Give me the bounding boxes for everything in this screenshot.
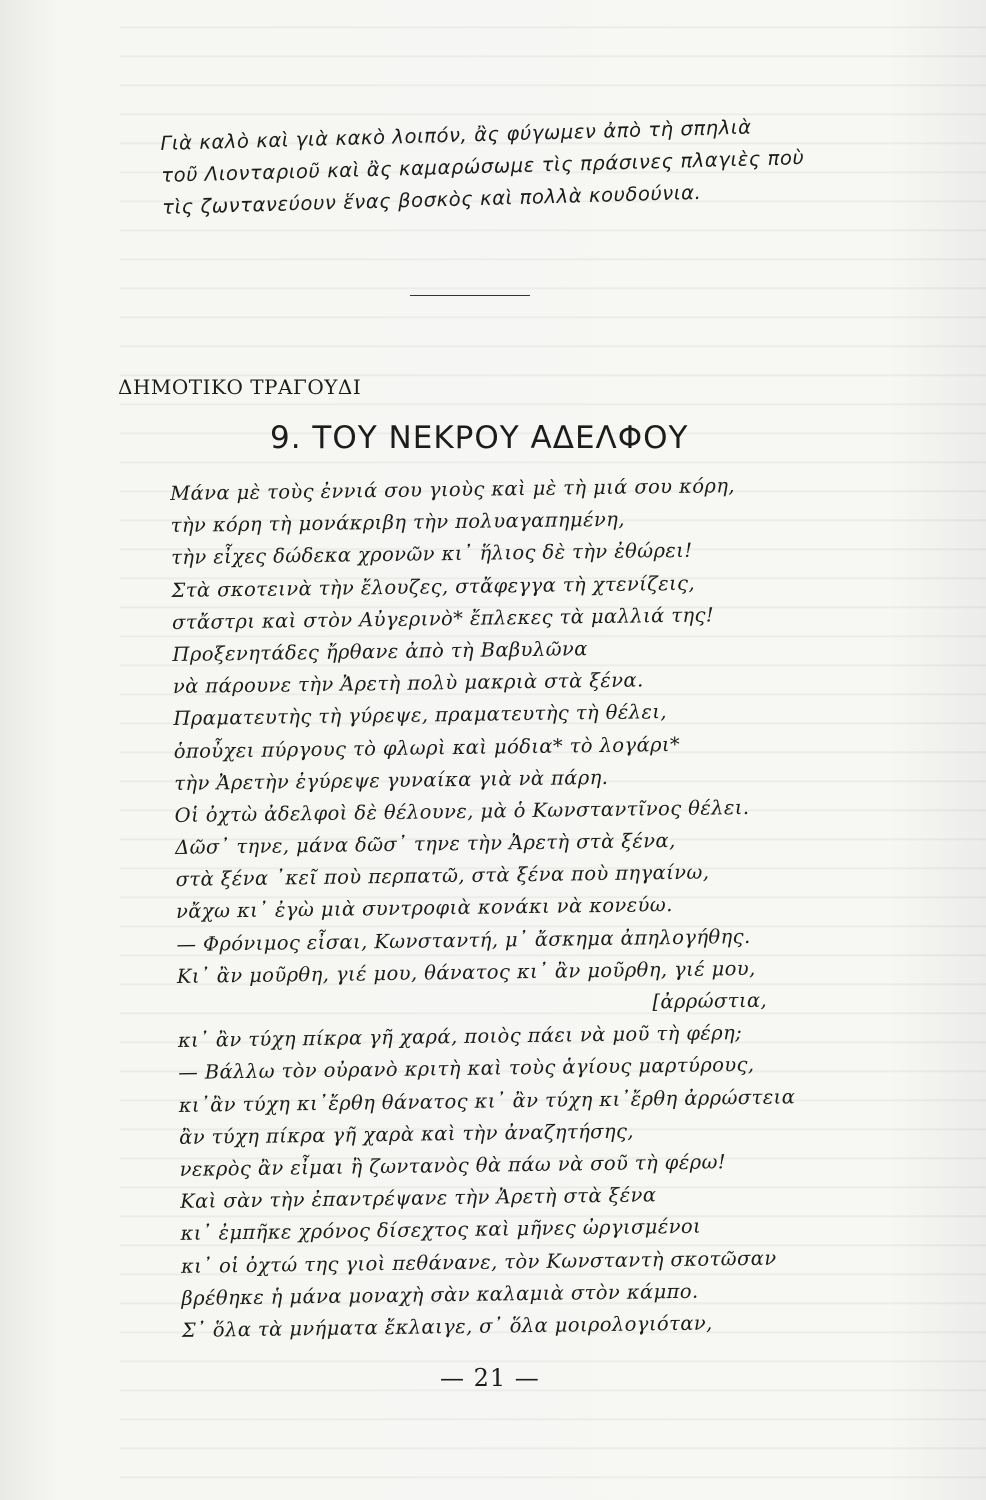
verse-line: κι᾿ οἱ ὀχτώ της γιοὶ πεθάνανε, τὸν Κωνσταντὴ σκοτῶσαν <box>180 1246 777 1278</box>
verse-line: Οἱ ὀχτὼ ἀδελφοὶ δὲ θέλουνε, μὰ ὁ Κωνσταντῖνος θέλει. <box>174 795 750 827</box>
verse-line-continuation: [ἀρρώστια, <box>652 988 768 1014</box>
poem-title: 9. ΤΟΥ ΝΕΚΡΟΥ ΑΔΕΛΦΟΥ <box>270 420 689 456</box>
verse-line: — Βάλλω τὸν οὐρανὸ κριτὴ καὶ τοὺς ἁγίους μαρτύρους, <box>178 1053 755 1085</box>
verse-line: τὴν Ἀρετὴν ἐγύρεψε γυναίκα γιὰ νὰ πάρη. <box>174 765 609 795</box>
intro-line: Γιὰ καλὸ καὶ γιὰ κακὸ λοιπόν, ἂς φύγωμεν ἀπὸ τὴ σπηλιὰ <box>160 115 752 155</box>
verse-line: βρέθηκε ἡ μάνα μοναχὴ σὰν καλαμιὰ στὸν κάμπο. <box>181 1279 699 1310</box>
poem-body <box>170 468 882 1347</box>
verse-line: κι᾿ ἐμπῆκε χρόνος δίσεχτος καὶ μῆνες ὠργισμένοι <box>180 1214 702 1246</box>
verse-line: κι᾿ἂν τύχη κι᾿ἔρθη θάνατος κι᾿ ἂν τύχη κι᾿ἔρθη ἀρρώστεια <box>178 1084 796 1117</box>
verse-line: νἄχω κι᾿ ἐγὼ μιὰ συντροφιὰ κονάκι νὰ κονεύω. <box>175 893 673 924</box>
page-number: — 21 — <box>440 1364 540 1392</box>
section-label: ΔΗΜΟΤΙΚΟ ΤΡΑΓΟΥΔΙ <box>118 375 362 399</box>
verse-line: τὴν εἶχες δώδεκα χρονῶν κι᾿ ἥλιος δὲ τὴν ἐθώρει! <box>170 539 693 570</box>
verse-line: τὴν κόρη τὴ μονάκριβη τὴν πολυαγαπημένη, <box>170 507 626 538</box>
verse-line: νεκρὸς ἂν εἶμαι ἢ ζωντανὸς θὰ πάω νὰ σοῦ τὴ φέρω! <box>179 1150 727 1181</box>
intro-paragraph <box>160 109 852 224</box>
verse-line: Στὰ σκοτεινὰ τὴν ἔλουζες, στἄφεγγα τὴ χτενίζεις, <box>171 571 696 602</box>
verse-line: κι᾿ ἂν τύχη πίκρα γῆ χαρά, ποιὸς πάει νὰ μοῦ τὴ φέρη; <box>177 1021 743 1053</box>
verse-line: νὰ πάρουνε τὴν Ἀρετὴ πολὺ μακριὰ στὰ ξένα. <box>172 668 644 699</box>
verse-line: ὁποὖχει πύργους τὸ φλωρὶ καὶ μόδια* τὸ λογάρι* <box>173 732 681 763</box>
verse-line: Σ᾿ ὅλα τὰ μνήματα ἔκλαιγε, σ᾿ ὅλα μοιρολογιόταν, <box>181 1311 713 1342</box>
verse-line: Κι᾿ ἂν μοῦρθη, γιέ μου, θάνατος κι᾿ ἂν μοῦρθη, γιέ μου, <box>176 956 756 988</box>
verse-line: Καὶ σὰν τὴν ἐπαντρέψανε τὴν Ἀρετὴ στὰ ξένα <box>179 1183 657 1214</box>
verse-line: — Φρόνιμος εἶσαι, Κωνσταντή, μ᾿ ἄσκημα ἀπηλογήθης. <box>176 924 751 956</box>
intro-line: τοῦ Λιονταριοῦ καὶ ἂς καμαρώσωμε τὶς πράσινες πλαγιὲς ποὺ <box>161 146 805 187</box>
verse-line: Προξενητάδες ἤρθανε ἀπὸ τὴ Βαβυλῶνα <box>172 637 588 666</box>
verse-line: στὰ ξένα ᾿κεῖ ποὺ περπατῶ, στὰ ξένα ποὺ πηγαίνω, <box>175 860 710 892</box>
verse-line: Δῶσ᾿ τηνε, μάνα δῶσ᾿ τηνε τὴν Ἀρετὴ στὰ ξένα, <box>174 829 676 860</box>
verse-line: στἄστρι καὶ στὸν Αὐγερινὸ* ἔπλεκες τὰ μαλλιά της! <box>171 603 715 634</box>
verse-line: Πραματευτὴς τὴ γύρεψε, πραματευτὴς τὴ θέλει, <box>173 700 668 731</box>
section-divider <box>410 295 530 296</box>
intro-line: τὶς ζωντανεύουν ἕνας βοσκὸς καὶ πολλὰ κουδούνια. <box>161 180 702 219</box>
verse-line: Μάνα μὲ τοὺς ἐννιά σου γιοὺς καὶ μὲ τὴ μιά σου κόρη, <box>170 474 736 505</box>
verse-line: ἂν τύχη πίκρα γῆ χαρὰ καὶ τὴν ἀναζητήσης, <box>179 1119 635 1149</box>
